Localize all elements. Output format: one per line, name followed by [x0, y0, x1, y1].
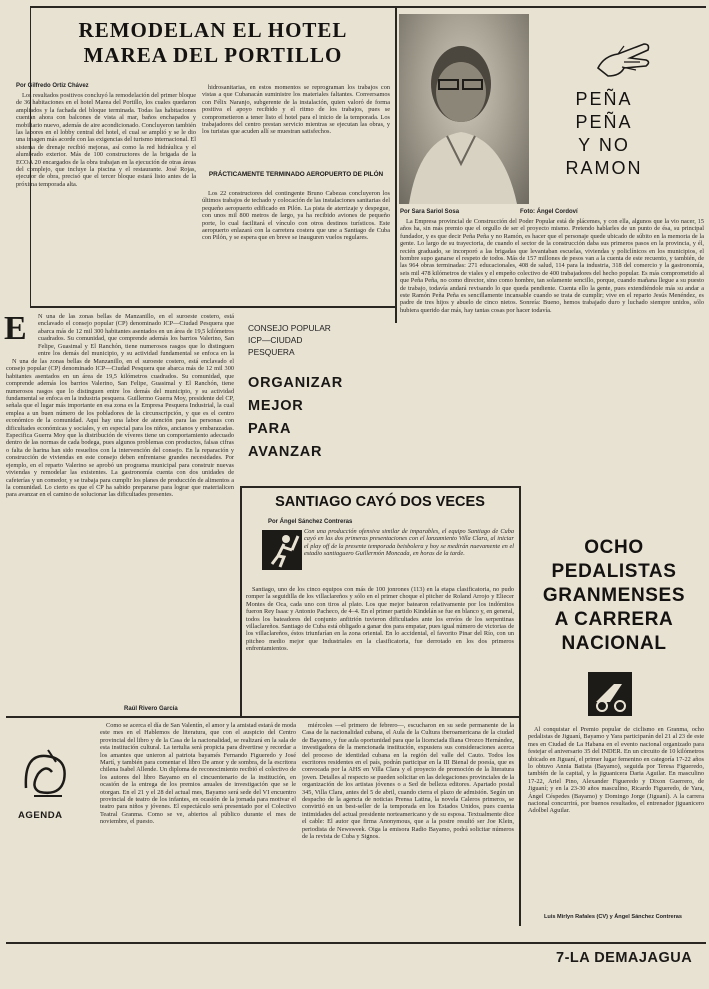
hotel-headline [32, 18, 394, 68]
ocho-body [528, 726, 704, 912]
santiago-right-rule [519, 486, 521, 926]
pena-text: La Empresa provincial de Construcción del Poder Popular está de plácemes, y con ella, algunos que la vio nacer, 15 años ha, sin más premio que el orgullo de ser el proyecto mismo. Pretendo hablarles de un punto de ésa, su principal fundador, y es que decir Peña Peña y no Ramón, es hacer que el personaje quede ubicado de súbito en la memoria de la gente. Lo largo de su trayectoria, de cuando el sector de la construcción daba sus primeros pasos en la provincia, y él, recién graduado, se incorporó a las brigadas que levantaban escuelas, viviendas y policlínicos en los municipios, el hombre supo ganarse el respeto de todos. Más de 157 millones de pesos van a la cuenta de este recuento, y también, de las 964 obras terminadas: 271 educacionales, 408 de salud, 114 para la industria, 318 del comercio y la gastronomía, seis mil 478 kilómetros de viales y el empeño colectivo de 400 trabajadores del hecho popular. Es más comprometido al que Peña Peña, no como director, sino como hombre, tan solamente sencillo, porque, cuando mañana llegue a su puesto de trabajo, todavía andará revisando lo que queda pendiente. Cuenta ello la gente, pues extendiéndole más su andar a este Ramón Peña Peña es sencillamente incansable cuando se trata de cumplir; vive en el reparto Jesús Menéndez, es padre de tres hijos y abuelo de cinco nietos. Sonreía: Bueno, hemos trabajado duro y luchado siempre unidos, sólo hubiera querido dar más, hay tantas cosas por hacer todavía. [400, 218, 704, 314]
dropcap-letter: E [4, 310, 27, 347]
top-rule [30, 6, 706, 8]
agenda-label: AGENDA [18, 810, 63, 821]
consejo-kicker-line3: PESQUERA [248, 347, 295, 357]
manzanillo-text-lead: N una de las zonas bellas de Manzanillo, en el suroeste costero, está enclavado el consejo popular (CP) denominado ICP—Ciudad Pesquera que abarca más de 12 mil 300 habitantes asentados en un área de 19,5 kilómetros cuadrados. Su comunidad, que comprende además los barrios Valerino, San Felipe, Guasimal y El Ranchón, tiene numerosos rasgos que lo distinguen entre los demás del municipio, y su actividad fundamental se enfoca en la [38, 313, 234, 357]
ocho-byline: Luis Mirlyn Rafales (CV) y Ángel Sánchez Contreras [544, 914, 683, 920]
hotel-text-1: Los resultados positivos concluyó la remodelación del primer bloque de 36 habitaciones en el hotel Marea del Portillo, los cuales quedaron ampliados y la fachada del bloque terminada. Todas las habitaciones cuentan ahora con balcones de vista al mar, baños enchapados y mobiliario nuevo, además de aire acondicionado. Concluyeron también las labores en el lobby central del hotel, el cual se amplió y se le dio una imagen más acorde con las exigencias del turismo internacional. El sistema de drenaje recibió mejoras, así como la red hidráulica y el alumbrado exterior. Más de 100 constructores de la brigada de la ECOA 20 encargados de la obra trabajan en la ejecución de otras áreas del complejo, que incluye la piscina y el restaurante. José Rojas, ejecutor de obra, precisó que el tercer bloque estará listo antes de la próxima temporada alta. [16, 92, 196, 188]
ocho-text: Al conquistar el Premio popular de ciclismo en Granma, ocho pedalistas de Jiguaní, Bayamo y Yara participarán del 21 al 23 de este mes en Ciudad de La Habana en el evento nacional organizado para festejar el aniversario 35 del INDER. En un circuito de 10 kilómetros ubicado en Jiguaní, el primer lugar femenino en categoría 17-22 años lo obtuvo Annia Batista (Bayamo), seguida por Teresa Figueredo, también de la capital, y la jiguanicera Daria Aguilar. En masculino 17-22, Ariel Pino, Alexander Figueredo y Dixon Guerrero, de Jiguaní; y en la 23-30 años masculino, Ricardo Figueredo, de Yara, Ángel Céspedes (Bayamo) y Domingo Jorge (Jiguaní). A la carrera nacional concurrirá, por buenos resultados, el entrenador jiguanicero Adolbel Aguilar. [528, 726, 704, 815]
santiago-text: Santiago, uno de los cinco equipos con más de 100 jonrones (113) en la etapa clasificatoria, no pudo romper la seguidilla de los villaclareños y sólo en el primer choque el pitcher de Roland Arrojo y Eliecer Montes de Oca, cada uno con tiros al plato. Los que mejor batearon relativamente por los indómitos fueron Rey Isaac y Antonio Pacheco, de 4–4. En el primer partido Kindelán se fue en blanco y, en general, todos los bateadores del conjunto anfitrión tuvieron dificultades ante los envíos de los serpentinas villaclareños. Santiago de Cuba está obligado a ganar dos para empatar, pues igual número de victorias de los villaclareños, éstos triunfarían en la zona oriental. En lo accidental, el favorito Pinar del Río, con un pitcheo medio mejor que Industriales en la clasificatoria, fue derrotado en los dos primeros enfrentamientos. [246, 586, 514, 653]
hotel-text-2: hidrosanitarias, en estos momentos se reprograman los trabajos con vistas a que Cubanacán suministre los materiales faltantes. Conversamos con Félix Naranjo, subgerente de la instalación, quien valoró de forma positiva el apoyo recibido y el ritmo de los trabajos, pues se comprometieron a tener listo el hotel para el inicio de la temporada. Los trabajadores del centro prestan servicio mientras se ejecutan las obras, y los turistas que acuden allí se muestran satisfechos. [202, 84, 390, 136]
consejo-title-line1: ORGANIZAR [248, 375, 343, 391]
agenda-text-1: Como se acerca el día de San Valentín, el amor y la amistad estará de moda este mes en el Hablemos de literatura, que con el auspicio del Centro provincial del libro y de la Casa de la nacionalidad, se realizará en la sala de esta institución cultural. La tertulia será propicia para divertirse y recordar a los amantes que unieron al patriota bayamés Fernando Figueredo y José Martí, y también para comentar el libro De amor y de sombra, de la escritora chilena Isabel Allende. Un diploma de reconocimiento recibió el colectivo de los autores del libro Bayamo en el cincuentenario de la institución, en ocasión de la entrega de los premios anuales de investigación que se le otorgan. En el 21 y el 28 del actual mes, Bayamo será sede del VI encuentro provincial de teatro de los infantes, en ocasión de la jornada para motivar el teatro para niños y jóvenes. El espectáculo será presentado por el Colectivo Teatral Granma. Como se ve, abiertos al público durante el mes de noviembre, el puesto. [100, 722, 296, 826]
agenda-column-1 [100, 722, 296, 938]
consejo-kicker [248, 322, 388, 358]
vertical-rule-top [395, 8, 397, 323]
hotel-column-1 [16, 92, 196, 304]
santiago-left-rule [240, 486, 242, 716]
pena-photo-credit: Foto: Ángel Cordoví [520, 209, 578, 215]
pena-byline: Por Sara Sariol Sosa [400, 209, 460, 215]
cyclist-icon [588, 672, 632, 716]
pena-body [400, 218, 704, 454]
manzanillo-byline: Raúl Rivero García [124, 706, 178, 712]
pena-title-line1: PEÑA [575, 89, 633, 109]
consejo-headline [248, 372, 388, 464]
hotel-column-2 [202, 84, 390, 170]
santiago-lead [304, 528, 514, 584]
santiago-body [246, 586, 514, 712]
agenda-column-2 [302, 722, 514, 938]
portrait-figure [399, 14, 529, 204]
consejo-kicker-line2: ICP—CIUDAD [248, 335, 303, 345]
pena-title-line4: RAMON [565, 158, 643, 178]
manzanillo-text-body: N una de las zonas bellas de Manzanillo, en el suroeste costero, está enclavado el consejo popular (CP) denominado ICP—Ciudad Pesquera que abarca más de 12 mil 300 habitantes asentados en un área de 19,5 kilómetros cuadrados. Su comunidad, que comprende además los barrios Valerino, San Felipe, Guasimal y El Ranchón, tiene numerosos rasgos que lo distinguen entre los demás del municipio, y su actividad fundamental se enfoca en la industria pesquera. Guillermo Guerra Moy, presidente del CP, señala que el lugar más importante en esa zona es la Empresa Pesquera Industrial, la cual emplea a un buen número de los pobladores de la circunscripción, y que es el centro económico de la comunidad. Aquí hay una labor de atención para las personas con dificultades económicas y sociales, y en especial para los niños, ancianos y embarazadas. Especifica Guerra Moy que la distribución de víveres tiene un comportamiento adecuado dentro de las normas de cada bodega, pues algunos problemas con productos, falsas cifras o falta de harina han sido resueltos con la intervención del consejo. En la reparación y construcción de viviendas en este consejo deben enfrentarse grandes necesidades. Por ejemplo, en el reparto Valerino se aprobó un programa municipal para construir nuevas viviendas y remodelar las existentes. La gastronomía cuenta con dos unidades de cafeterías y un comedor, y se trabaja para cumplir los planes de producción de alimentos a la comunidad. Lo cierto es que el CP ha sabido prepararse para lograr que materialicen para avanzar en el camino de solucionar las dificultades presentes. [6, 358, 234, 499]
ocho-title-line4: A CARRERA [554, 609, 674, 630]
ocho-title-line2: PEDALISTAS [551, 561, 677, 582]
ocho-title-line1: OCHO [584, 537, 644, 558]
manzanillo-body [6, 358, 234, 706]
santiago-lead-text: Con una producción ofensiva similar de imparables, el equipo Santiago de Cuba cayó en las dos primeras presentaciones con el lanzamiento Villa Clara, al iniciar el play off de la presente temporada beisbolera y hoy se medirán nuevamente en el estadio santiaguero Guillermón Moncada, en horas de la tarde. [304, 528, 514, 558]
agenda-top-rule [6, 716, 519, 718]
pena-title-line2: PEÑA [575, 112, 633, 132]
hotel-title-line2: MAREA DEL PORTILLO [83, 43, 343, 67]
hotel-column-3 [202, 190, 390, 303]
pointing-hand-icon [594, 38, 654, 80]
agenda-logo-icon [18, 744, 76, 802]
manzanillo-lead [38, 313, 234, 357]
hotel-bottom-rule [30, 306, 395, 308]
consejo-title-line3: PARA [248, 421, 292, 437]
ocho-title-line5: NACIONAL [561, 633, 667, 654]
hotel-title-line1: REMODELAN EL HOTEL [78, 18, 348, 42]
consejo-kicker-line1: CONSEJO POPULAR [248, 323, 331, 333]
consejo-title-line4: AVANZAR [248, 444, 323, 460]
consejo-title-line2: MEJOR [248, 398, 304, 414]
santiago-byline: Por Ángel Sánchez Contreras [268, 519, 353, 525]
ocho-headline [524, 536, 704, 656]
airport-subhead: PRÁCTICAMENTE TERMINADO AEROPUERTO DE PILÓN [208, 171, 384, 178]
page-footer: 7-LA DEMAJAGUA [556, 950, 693, 966]
baseball-player-icon [262, 530, 302, 570]
pena-headline [534, 88, 674, 180]
hotel-text-3: Los 22 constructores del contingente Bruno Cabezas concluyeron los últimos trabajos de techado y colocación de las instalaciones sanitarias del pequeño aeropuerto edificado en Pilón. La pista de aterrizaje y despegue, con unos mil 800 metros de largo, ya ha recibido aviones de pequeño porte, lo cual facilitará el vínculo con otros destinos turísticos. Este aeropuerto enlazará con la carretera costera que une a Santiago de Cuba con Pilón, y se espera que en breve se inauguren vuelos regulares. [202, 190, 390, 242]
portrait-photo [399, 14, 529, 204]
agenda-text-2: miércoles —el primero de febrero—, escucharon en su sede permanente de la Casa de la nacionalidad cubana, el Aula de la Cultura iberoamericana de la ciudad de Bayamo, y fue aula oportunidad para que la licenciada Iliana Orozco Hernández, investigadora de la mencionada institución, expusiera sus consideraciones acerca del proceso de identidad cubana en la región del valle del Cauto. Todos los escritores residentes en el país, podrán participar en la III Bienal de poesía, que es convocada por la AHS en Villa Clara y el proyecto de promoción de la literatura joven. Detalles al respecto se pueden solicitar en las delegaciones provinciales de la organización de los artistas jóvenes o a Sed de belleza editores. Apartado postal 345, Villa Clara, antes del 5 de abril, cuando cierra el plazo de admisión. Según un despacho de la agencia de noticias Prensa Latina, la novela Caleros primeros, se convirtió en un best-seller de la temporada en los Estados Unidos, pues cuenta intimidades del actual presidente norteamericano y de su esposa. Textualmente dice el cable: El autor que firma Anonymous, que a la postre resultó ser Joe Klein, periodista de Newsweek. Oiga la emisora Radio Bayamo, podrá solicitar números de la revista de Cuba y Signos. [302, 722, 514, 841]
hotel-byline: Por Gilfredo Ortiz Chávez [16, 83, 89, 89]
footer-rule [6, 942, 706, 944]
santiago-headline: SANTIAGO CAYÓ DOS VECES [275, 494, 485, 510]
ocho-title-line3: GRANMENSES [542, 585, 686, 606]
pena-title-line3: Y NO [578, 135, 630, 155]
santiago-top-rule [240, 486, 519, 488]
